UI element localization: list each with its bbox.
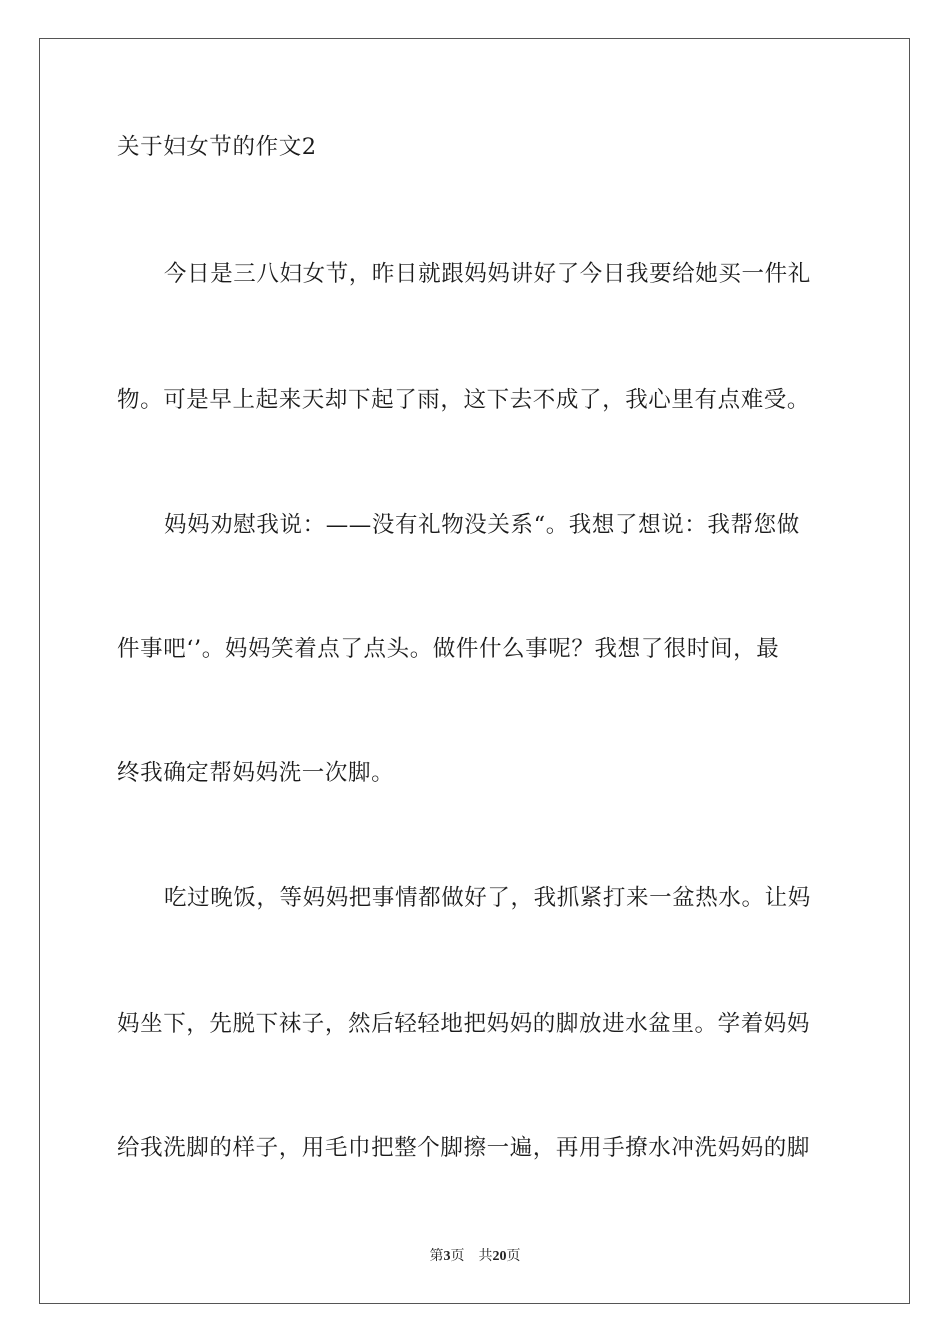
text-line-2: 物。可是早上起来天却下起了雨，这下去不成了，我心里有点难受。 [117,387,811,413]
page-footer [0,1248,950,1266]
total-pages: 20 [492,1249,507,1264]
page-frame [39,38,910,1304]
text-line-4: 件事吧‘’。妈妈笑着点了点头。做件什么事呢？我想了很时间，最 [117,636,780,662]
text-line-3: 妈妈劝慰我说：——没有礼物没关系“。我想了想说：我帮您做 [164,512,800,538]
page-prefix: 第 [429,1249,444,1264]
text-line-6: 吃过晚饭，等妈妈把事情都做好了，我抓紧打来一盆热水。让妈 [164,885,811,911]
text-line-1: 今日是三八妇女节，昨日就跟妈妈讲好了今日我要给她买一件礼 [164,261,811,287]
text-line-8: 给我洗脚的样子，用毛巾把整个脚擦一遍，再用手撩水冲洗妈妈的脚 [117,1135,811,1161]
total-prefix: 共 [478,1249,493,1264]
total-suffix: 页 [506,1249,521,1264]
document-title: 关于妇女节的作文2 [117,134,317,160]
page-number: 3 [443,1249,451,1264]
page-suffix: 页 [450,1249,465,1264]
text-line-7: 妈坐下，先脱下袜子，然后轻轻地把妈妈的脚放进水盆里。学着妈妈 [117,1011,811,1037]
text-line-5: 终我确定帮妈妈洗一次脚。 [117,760,395,786]
